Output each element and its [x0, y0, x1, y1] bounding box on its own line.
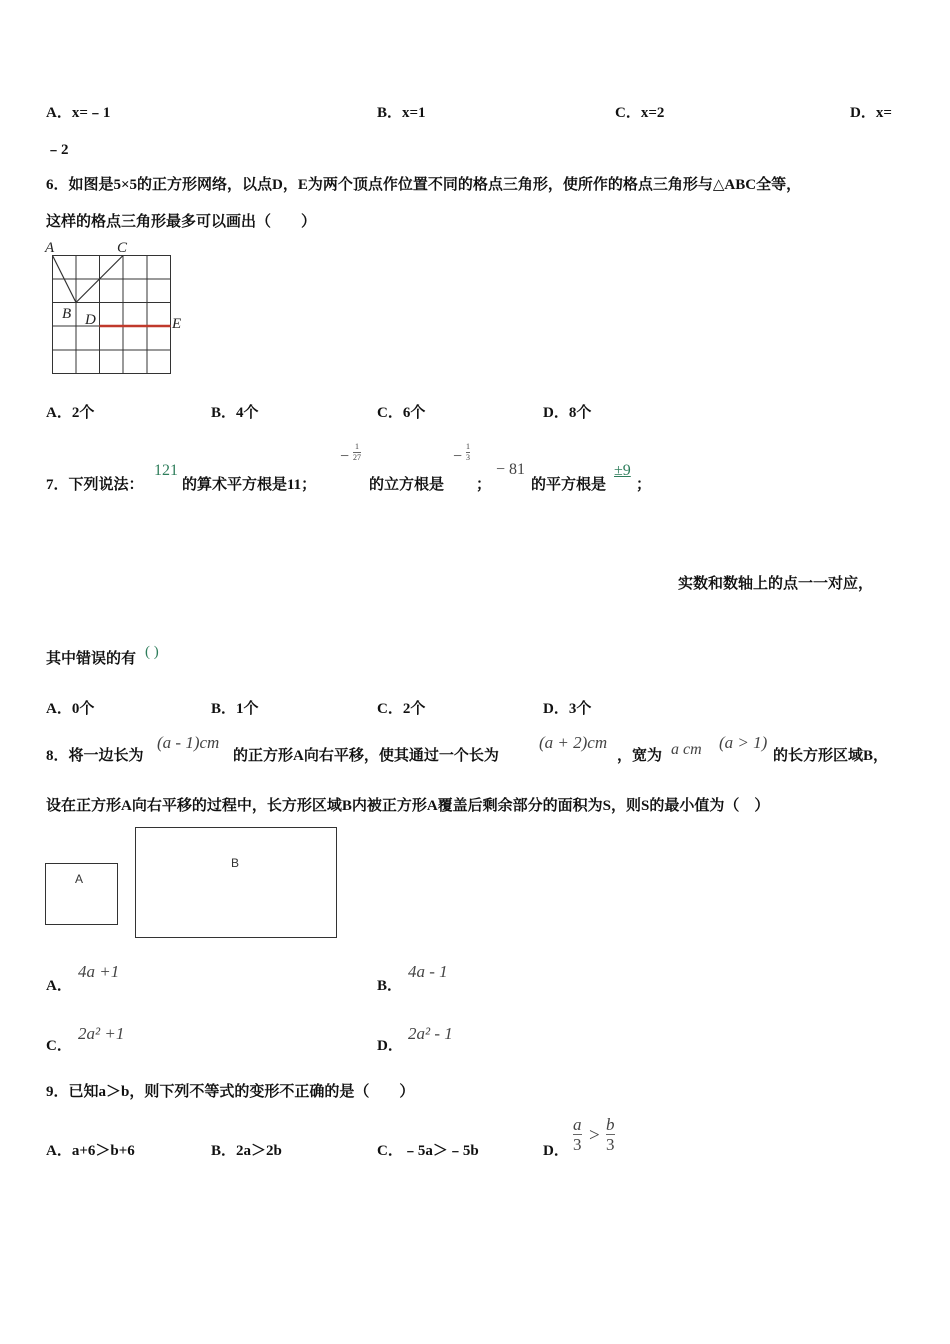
q8-option-c-label: C．	[46, 1038, 72, 1054]
label-e: E	[172, 316, 182, 332]
q8-option-b-label: B．	[377, 978, 403, 994]
q7-option-d: D．3个	[543, 701, 592, 717]
q9-d-num1: a	[573, 1115, 582, 1134]
q7-math3-sign: −	[453, 448, 463, 465]
q8-option-a-label: A．	[46, 978, 72, 994]
q8-text1: 的正方形A向右平移，使其通过一个长为	[233, 748, 499, 764]
q7-line3: 其中错误的有	[46, 651, 137, 667]
q8-option-d-expr: 2a² - 1	[408, 1024, 453, 1043]
q7-math4: − 81	[496, 461, 526, 478]
q9-option-b: B．2a＞2b	[211, 1143, 282, 1159]
q7-text3: ；	[476, 477, 492, 493]
q7-math3-num: 1	[466, 442, 470, 451]
q7-math5: ±9	[614, 462, 631, 479]
q9-d-den1: 3	[573, 1135, 582, 1154]
q9-stem: 9．已知a＞b，则下列不等式的变形不正确的是（ ）	[46, 1084, 415, 1100]
q7-text5: ；	[636, 477, 652, 493]
q8-option-b-expr: 4a - 1	[408, 962, 448, 981]
q9-option-d: D．	[543, 1143, 569, 1159]
label-b: B	[62, 306, 72, 322]
q8-text2: ，宽为	[617, 748, 663, 764]
q6-stem-line1: 6．如图是5×5的正方形网络，以点D，E为两个顶点作位置不同的格点三角形，使所作的格点三角形与△ABC全等，	[46, 177, 802, 193]
q5-option-c: C．x=2	[615, 105, 665, 121]
q6-option-b: B．4个	[211, 405, 259, 421]
q8-option-a-expr: 4a +1	[78, 962, 120, 981]
q9-option-d-fraction-b	[606, 1116, 615, 1153]
q9-option-c: C．﹣5a＞﹣5b	[377, 1143, 479, 1159]
q7-math2-fraction	[353, 443, 361, 462]
q8-math2: (a + 2)cm	[539, 733, 608, 752]
q5-option-d-continued: ﹣2	[46, 142, 69, 158]
q5-option-d: D．x=	[850, 105, 892, 121]
q5-option-a: A．x=﹣1	[46, 105, 111, 121]
q7-math3-fraction	[466, 443, 470, 462]
q8-math4: (a > 1)	[719, 733, 768, 752]
q9-d-den2: 3	[606, 1135, 615, 1154]
label-c: C	[117, 240, 128, 256]
q8-text3: 的长方形区域B，	[773, 748, 889, 764]
q6-grid-figure	[40, 236, 190, 378]
q7-math2-sign: −	[340, 448, 350, 465]
q7-option-b: B．1个	[211, 701, 259, 717]
q8-math1: (a - 1)cm	[157, 733, 220, 752]
q6-option-a: A．2个	[46, 405, 95, 421]
q7-line3-math: ( )	[145, 644, 159, 660]
q5-option-b: B．x=1	[377, 105, 426, 121]
label-a: A	[45, 240, 55, 256]
q7-text2: 的立方根是	[369, 477, 445, 493]
q7-text4: 的平方根是	[531, 477, 607, 493]
q9-option-a: A．a+6＞b+6	[46, 1143, 135, 1159]
q8-prefix: 8．将一边长为	[46, 748, 144, 764]
q9-option-d-fraction-a	[573, 1116, 582, 1153]
q8-math3: a cm	[671, 741, 702, 758]
q8-option-d-label: D．	[377, 1038, 403, 1054]
q6-option-d: D．8个	[543, 405, 592, 421]
square-a-label: A	[75, 872, 84, 886]
q7-math-121: 121	[154, 462, 178, 479]
q7-math2-den: 27	[353, 453, 361, 462]
q6-stem-line2: 这样的格点三角形最多可以画出（ ）	[46, 214, 317, 230]
q6-option-c: C．6个	[377, 405, 426, 421]
rectangle-b	[135, 827, 337, 938]
q7-math3-den: 3	[466, 453, 470, 462]
label-d: D	[85, 312, 96, 328]
q9-d-relation: >	[589, 1125, 600, 1146]
q8-option-c-expr: 2a² +1	[78, 1024, 125, 1043]
q7-line2: 实数和数轴上的点一一对应，	[678, 576, 874, 592]
q7-option-c: C．2个	[377, 701, 426, 717]
q7-prefix: 7．下列说法：	[46, 477, 144, 493]
q7-option-a: A．0个	[46, 701, 95, 717]
rectangle-b-label: B	[231, 856, 240, 870]
q9-d-num2: b	[606, 1115, 615, 1134]
q7-text1: 的算术平方根是11；	[182, 477, 317, 493]
q7-math2-num: 1	[355, 442, 359, 451]
q8-line2: 设在正方形A向右平移的过程中，长方形区域B内被正方形A覆盖后剩余部分的面积为S，则S的最小值为（ ）	[46, 798, 770, 814]
